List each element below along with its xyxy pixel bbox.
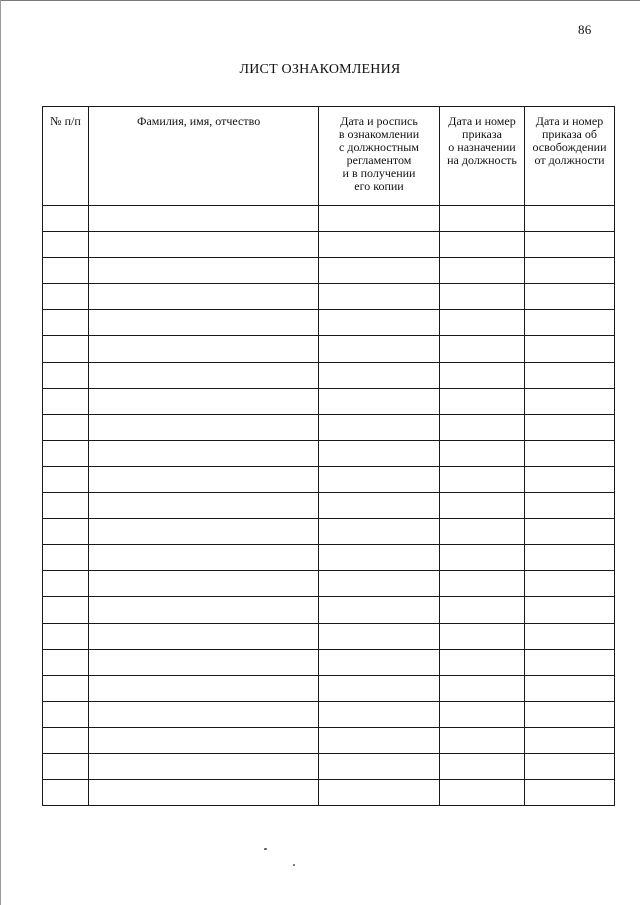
cell-number (43, 493, 89, 519)
cell-appointment-order (440, 519, 525, 545)
cell-number (43, 310, 89, 336)
table-row (43, 519, 615, 545)
cell-number (43, 623, 89, 649)
cell-dismissal-order (525, 623, 615, 649)
cell-number (43, 440, 89, 466)
cell-dismissal-order (525, 336, 615, 362)
table-row (43, 571, 615, 597)
cell-acknowledgement (319, 571, 440, 597)
cell-dismissal-order (525, 780, 615, 806)
cell-dismissal-order (525, 727, 615, 753)
cell-number (43, 388, 89, 414)
cell-appointment-order (440, 545, 525, 571)
table-row (43, 727, 615, 753)
cell-dismissal-order (525, 493, 615, 519)
cell-acknowledgement (319, 362, 440, 388)
cell-number (43, 571, 89, 597)
cell-full-name (89, 519, 319, 545)
table-row (43, 597, 615, 623)
cell-dismissal-order (525, 232, 615, 258)
cell-full-name (89, 362, 319, 388)
cell-dismissal-order (525, 206, 615, 232)
cell-acknowledgement (319, 388, 440, 414)
cell-full-name (89, 388, 319, 414)
table-row (43, 284, 615, 310)
table-row (43, 440, 615, 466)
cell-appointment-order (440, 597, 525, 623)
page-title: ЛИСТ ОЗНАКОМЛЕНИЯ (239, 62, 401, 77)
cell-appointment-order (440, 466, 525, 492)
cell-full-name (89, 571, 319, 597)
cell-full-name (89, 623, 319, 649)
cell-appointment-order (440, 232, 525, 258)
table-row (43, 649, 615, 675)
cell-full-name (89, 414, 319, 440)
scan-edge-top (0, 0, 640, 1)
cell-dismissal-order (525, 545, 615, 571)
cell-acknowledgement (319, 258, 440, 284)
cell-number (43, 284, 89, 310)
cell-full-name (89, 232, 319, 258)
header-appointment-order: Дата и номер приказа о назначении на должность (440, 107, 525, 206)
table-row (43, 675, 615, 701)
cell-full-name (89, 336, 319, 362)
cell-number (43, 597, 89, 623)
cell-appointment-order (440, 206, 525, 232)
cell-appointment-order (440, 780, 525, 806)
cell-acknowledgement (319, 232, 440, 258)
cell-acknowledgement (319, 284, 440, 310)
table-row (43, 258, 615, 284)
cell-appointment-order (440, 649, 525, 675)
cell-number (43, 649, 89, 675)
cell-full-name (89, 649, 319, 675)
table-row (43, 232, 615, 258)
table-row (43, 493, 615, 519)
cell-acknowledgement (319, 440, 440, 466)
cell-acknowledgement (319, 727, 440, 753)
cell-acknowledgement (319, 336, 440, 362)
cell-number (43, 519, 89, 545)
scan-edge-left (0, 0, 1, 905)
cell-number (43, 258, 89, 284)
table-row (43, 310, 615, 336)
cell-full-name (89, 545, 319, 571)
cell-dismissal-order (525, 753, 615, 779)
cell-appointment-order (440, 414, 525, 440)
cell-number (43, 414, 89, 440)
cell-acknowledgement (319, 753, 440, 779)
table-row (43, 623, 615, 649)
cell-full-name (89, 493, 319, 519)
cell-full-name (89, 310, 319, 336)
cell-dismissal-order (525, 310, 615, 336)
cell-acknowledgement (319, 675, 440, 701)
cell-number (43, 362, 89, 388)
cell-appointment-order (440, 753, 525, 779)
cell-appointment-order (440, 362, 525, 388)
cell-number (43, 675, 89, 701)
acquaintance-table (42, 106, 615, 806)
cell-dismissal-order (525, 571, 615, 597)
cell-appointment-order (440, 623, 525, 649)
cell-acknowledgement (319, 493, 440, 519)
cell-appointment-order (440, 493, 525, 519)
table-row (43, 545, 615, 571)
cell-acknowledgement (319, 206, 440, 232)
table-row (43, 206, 615, 232)
cell-full-name (89, 727, 319, 753)
cell-full-name (89, 701, 319, 727)
cell-full-name (89, 284, 319, 310)
cell-full-name (89, 780, 319, 806)
cell-acknowledgement (319, 649, 440, 675)
cell-dismissal-order (525, 258, 615, 284)
cell-number (43, 727, 89, 753)
table-row (43, 753, 615, 779)
cell-acknowledgement (319, 597, 440, 623)
cell-acknowledgement (319, 519, 440, 545)
cell-dismissal-order (525, 388, 615, 414)
cell-number (43, 206, 89, 232)
cell-full-name (89, 440, 319, 466)
cell-acknowledgement (319, 414, 440, 440)
cell-dismissal-order (525, 440, 615, 466)
table-row (43, 388, 615, 414)
header-acknowledgement-date-signature: Дата и роспись в ознакомлении с должностным регламентом и в получении его копии (319, 107, 440, 206)
cell-full-name (89, 206, 319, 232)
cell-appointment-order (440, 336, 525, 362)
cell-acknowledgement (319, 466, 440, 492)
cell-appointment-order (440, 310, 525, 336)
page-number: 86 (578, 22, 592, 37)
cell-number (43, 545, 89, 571)
cell-appointment-order (440, 675, 525, 701)
cell-acknowledgement (319, 780, 440, 806)
cell-appointment-order (440, 284, 525, 310)
cell-appointment-order (440, 571, 525, 597)
header-dismissal-order: Дата и номер приказа об освобождении от должности (525, 107, 615, 206)
cell-dismissal-order (525, 284, 615, 310)
cell-appointment-order (440, 258, 525, 284)
cell-dismissal-order (525, 466, 615, 492)
cell-acknowledgement (319, 545, 440, 571)
table-header-row (43, 107, 615, 206)
cell-dismissal-order (525, 519, 615, 545)
table-row (43, 466, 615, 492)
cell-number (43, 336, 89, 362)
table-row (43, 362, 615, 388)
cell-acknowledgement (319, 623, 440, 649)
cell-full-name (89, 258, 319, 284)
header-full-name: Фамилия, имя, отчество (89, 107, 319, 206)
cell-number (43, 232, 89, 258)
table-body (43, 206, 615, 806)
cell-number (43, 780, 89, 806)
cell-appointment-order (440, 727, 525, 753)
cell-dismissal-order (525, 675, 615, 701)
cell-dismissal-order (525, 362, 615, 388)
cell-full-name (89, 597, 319, 623)
cell-acknowledgement (319, 701, 440, 727)
table-row (43, 701, 615, 727)
cell-dismissal-order (525, 597, 615, 623)
cell-number (43, 753, 89, 779)
cell-acknowledgement (319, 310, 440, 336)
cell-full-name (89, 753, 319, 779)
cell-number (43, 701, 89, 727)
cell-number (43, 466, 89, 492)
table-row (43, 414, 615, 440)
cell-dismissal-order (525, 414, 615, 440)
scan-speck (293, 864, 295, 866)
table-row (43, 336, 615, 362)
cell-dismissal-order (525, 649, 615, 675)
table-row (43, 780, 615, 806)
cell-dismissal-order (525, 701, 615, 727)
cell-appointment-order (440, 440, 525, 466)
scan-speck (264, 848, 267, 850)
cell-full-name (89, 466, 319, 492)
cell-appointment-order (440, 388, 525, 414)
cell-appointment-order (440, 701, 525, 727)
cell-full-name (89, 675, 319, 701)
header-number: № п/п (43, 107, 89, 206)
